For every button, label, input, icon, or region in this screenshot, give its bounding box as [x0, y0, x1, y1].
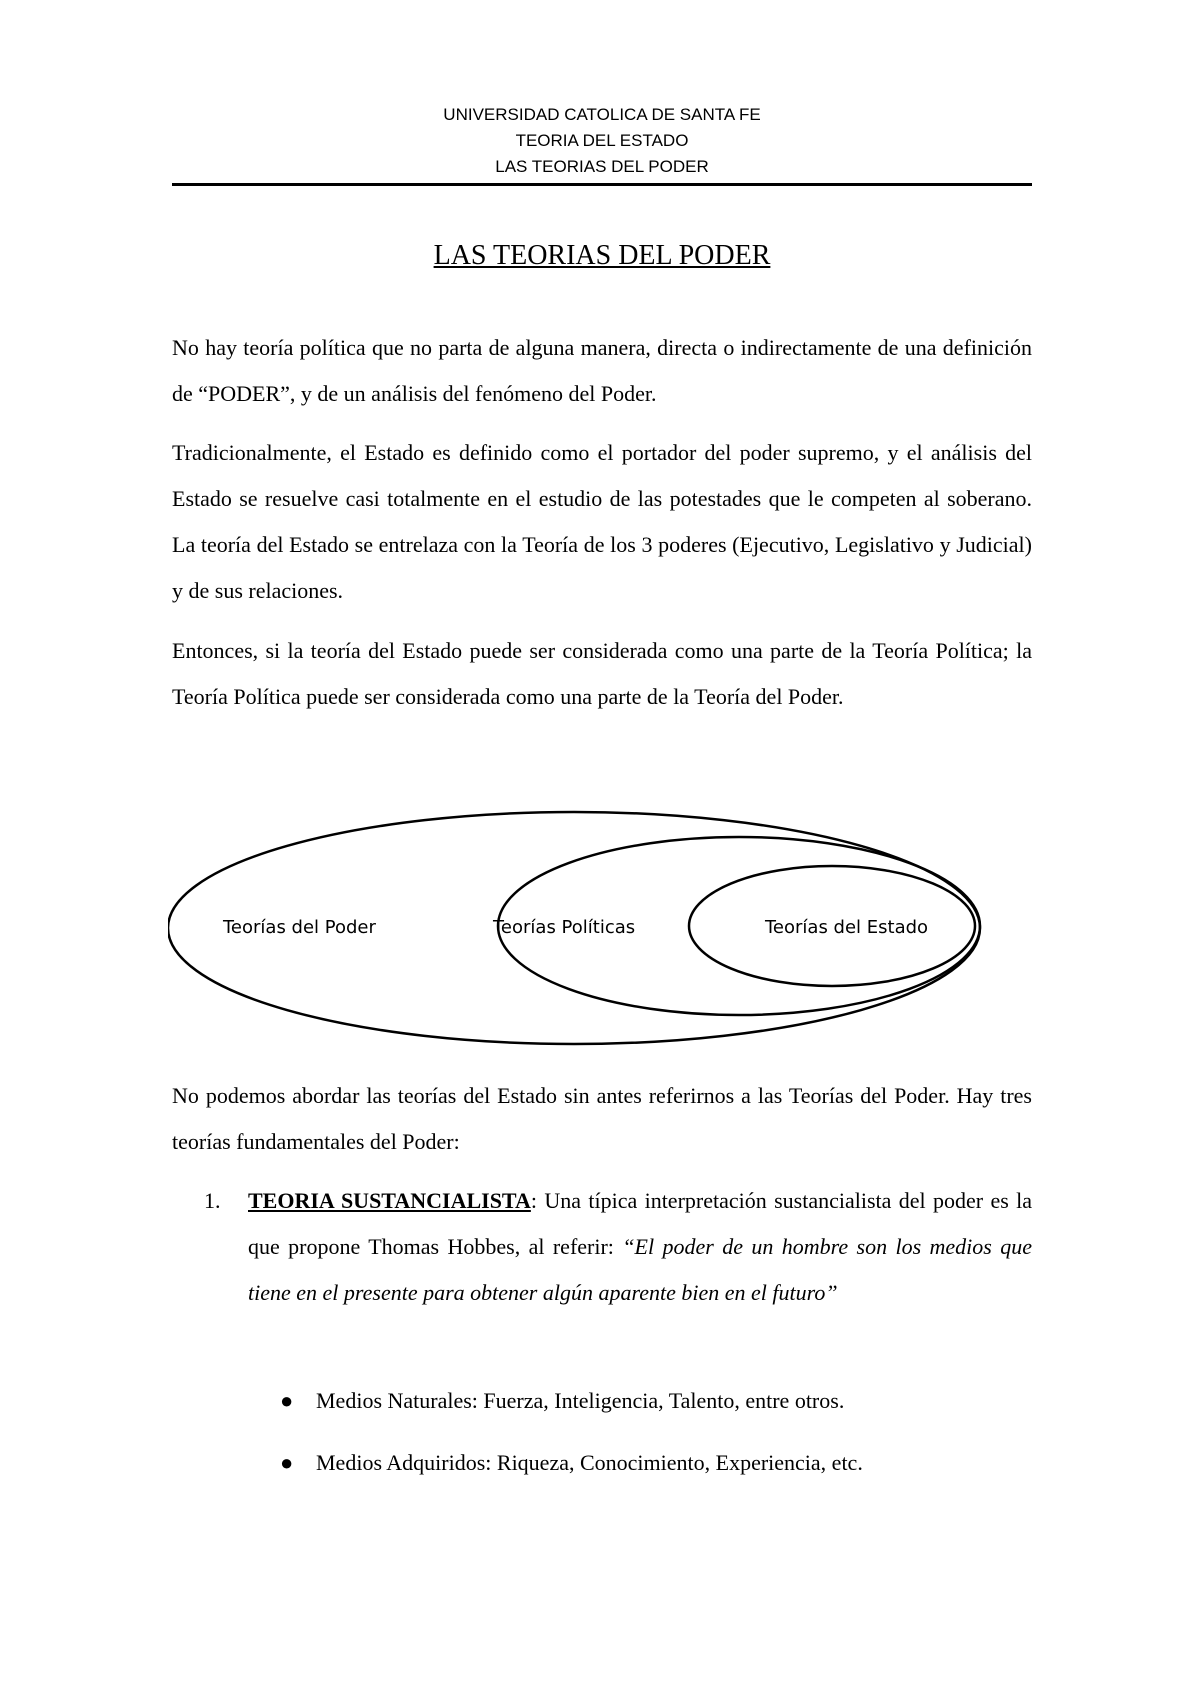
bullet-icon: ● — [280, 1450, 294, 1475]
list-item — [172, 1178, 1032, 1316]
means-bullet-list — [172, 1378, 1032, 1502]
hobbes-quote: “El poder de un hombre son los medios que tiene en el presente para obtener algún aparente bien en el futuro” — [248, 1234, 1033, 1305]
header-university: UNIVERSIDAD CATOLICA DE SANTA FE — [443, 105, 761, 124]
paragraph-2: Tradicionalmente, el Estado es definido como el portador del poder supremo, y el análisis del Estado se resuelve casi totalmente en el estudio de las potestades que le competen al soberano. La teoría del Estado se entrelaza con la Teoría de los 3 poderes (Ejecutivo, Legislativo y Judicial) y de sus relaciones. — [172, 440, 1032, 603]
bullet-item — [172, 1440, 1032, 1486]
term-colon: : — [530, 1188, 537, 1213]
label-teorias-del-estado: Teorías del Estado — [765, 917, 929, 938]
page-title: LAS TEORIAS DEL PODER — [433, 240, 771, 271]
running-header — [172, 102, 1032, 180]
header-topic: LAS TEORIAS DEL PODER — [495, 157, 709, 176]
paragraph-4: No podemos abordar las teorías del Estado sin antes referirnos a las Teorías del Poder. Hay tres teorías fundamentales del Poder: — [172, 1083, 1032, 1154]
paragraph-3: Entonces, si la teoría del Estado puede ser considerada como una parte de la Teoría Política; la Teoría Política puede ser considerada como una parte de la Teoría del Poder. — [172, 638, 1032, 709]
bullet-item — [172, 1378, 1032, 1424]
header-divider — [172, 183, 1032, 186]
theory-description: Una típica interpretación sustancialista del poder es la que propone Thomas Hobbes, al referir: — [248, 1188, 1032, 1259]
label-teorias-politicas: Teorías Políticas — [493, 917, 636, 938]
paragraph-1: No hay teoría política que no parta de alguna manera, directa o indirectamente de una definición de “PODER”, y de un análisis del fenómeno del Poder. — [172, 335, 1032, 406]
header-course: TEORIA DEL ESTADO — [515, 131, 689, 150]
list-number: 1. — [204, 1188, 221, 1213]
nested-theories-diagram — [168, 803, 1000, 1053]
theory-term: TEORIA SUSTANCIALISTA — [248, 1188, 531, 1213]
bullet-text: Medios Adquiridos: Riqueza, Conocimiento, Experiencia, etc. — [316, 1450, 863, 1475]
theories-list — [172, 1178, 1032, 1316]
bullet-text: Medios Naturales: Fuerza, Inteligencia, Talento, entre otros. — [316, 1388, 845, 1413]
label-teorias-del-poder: Teorías del Poder — [223, 917, 376, 938]
bullet-icon: ● — [280, 1388, 294, 1413]
